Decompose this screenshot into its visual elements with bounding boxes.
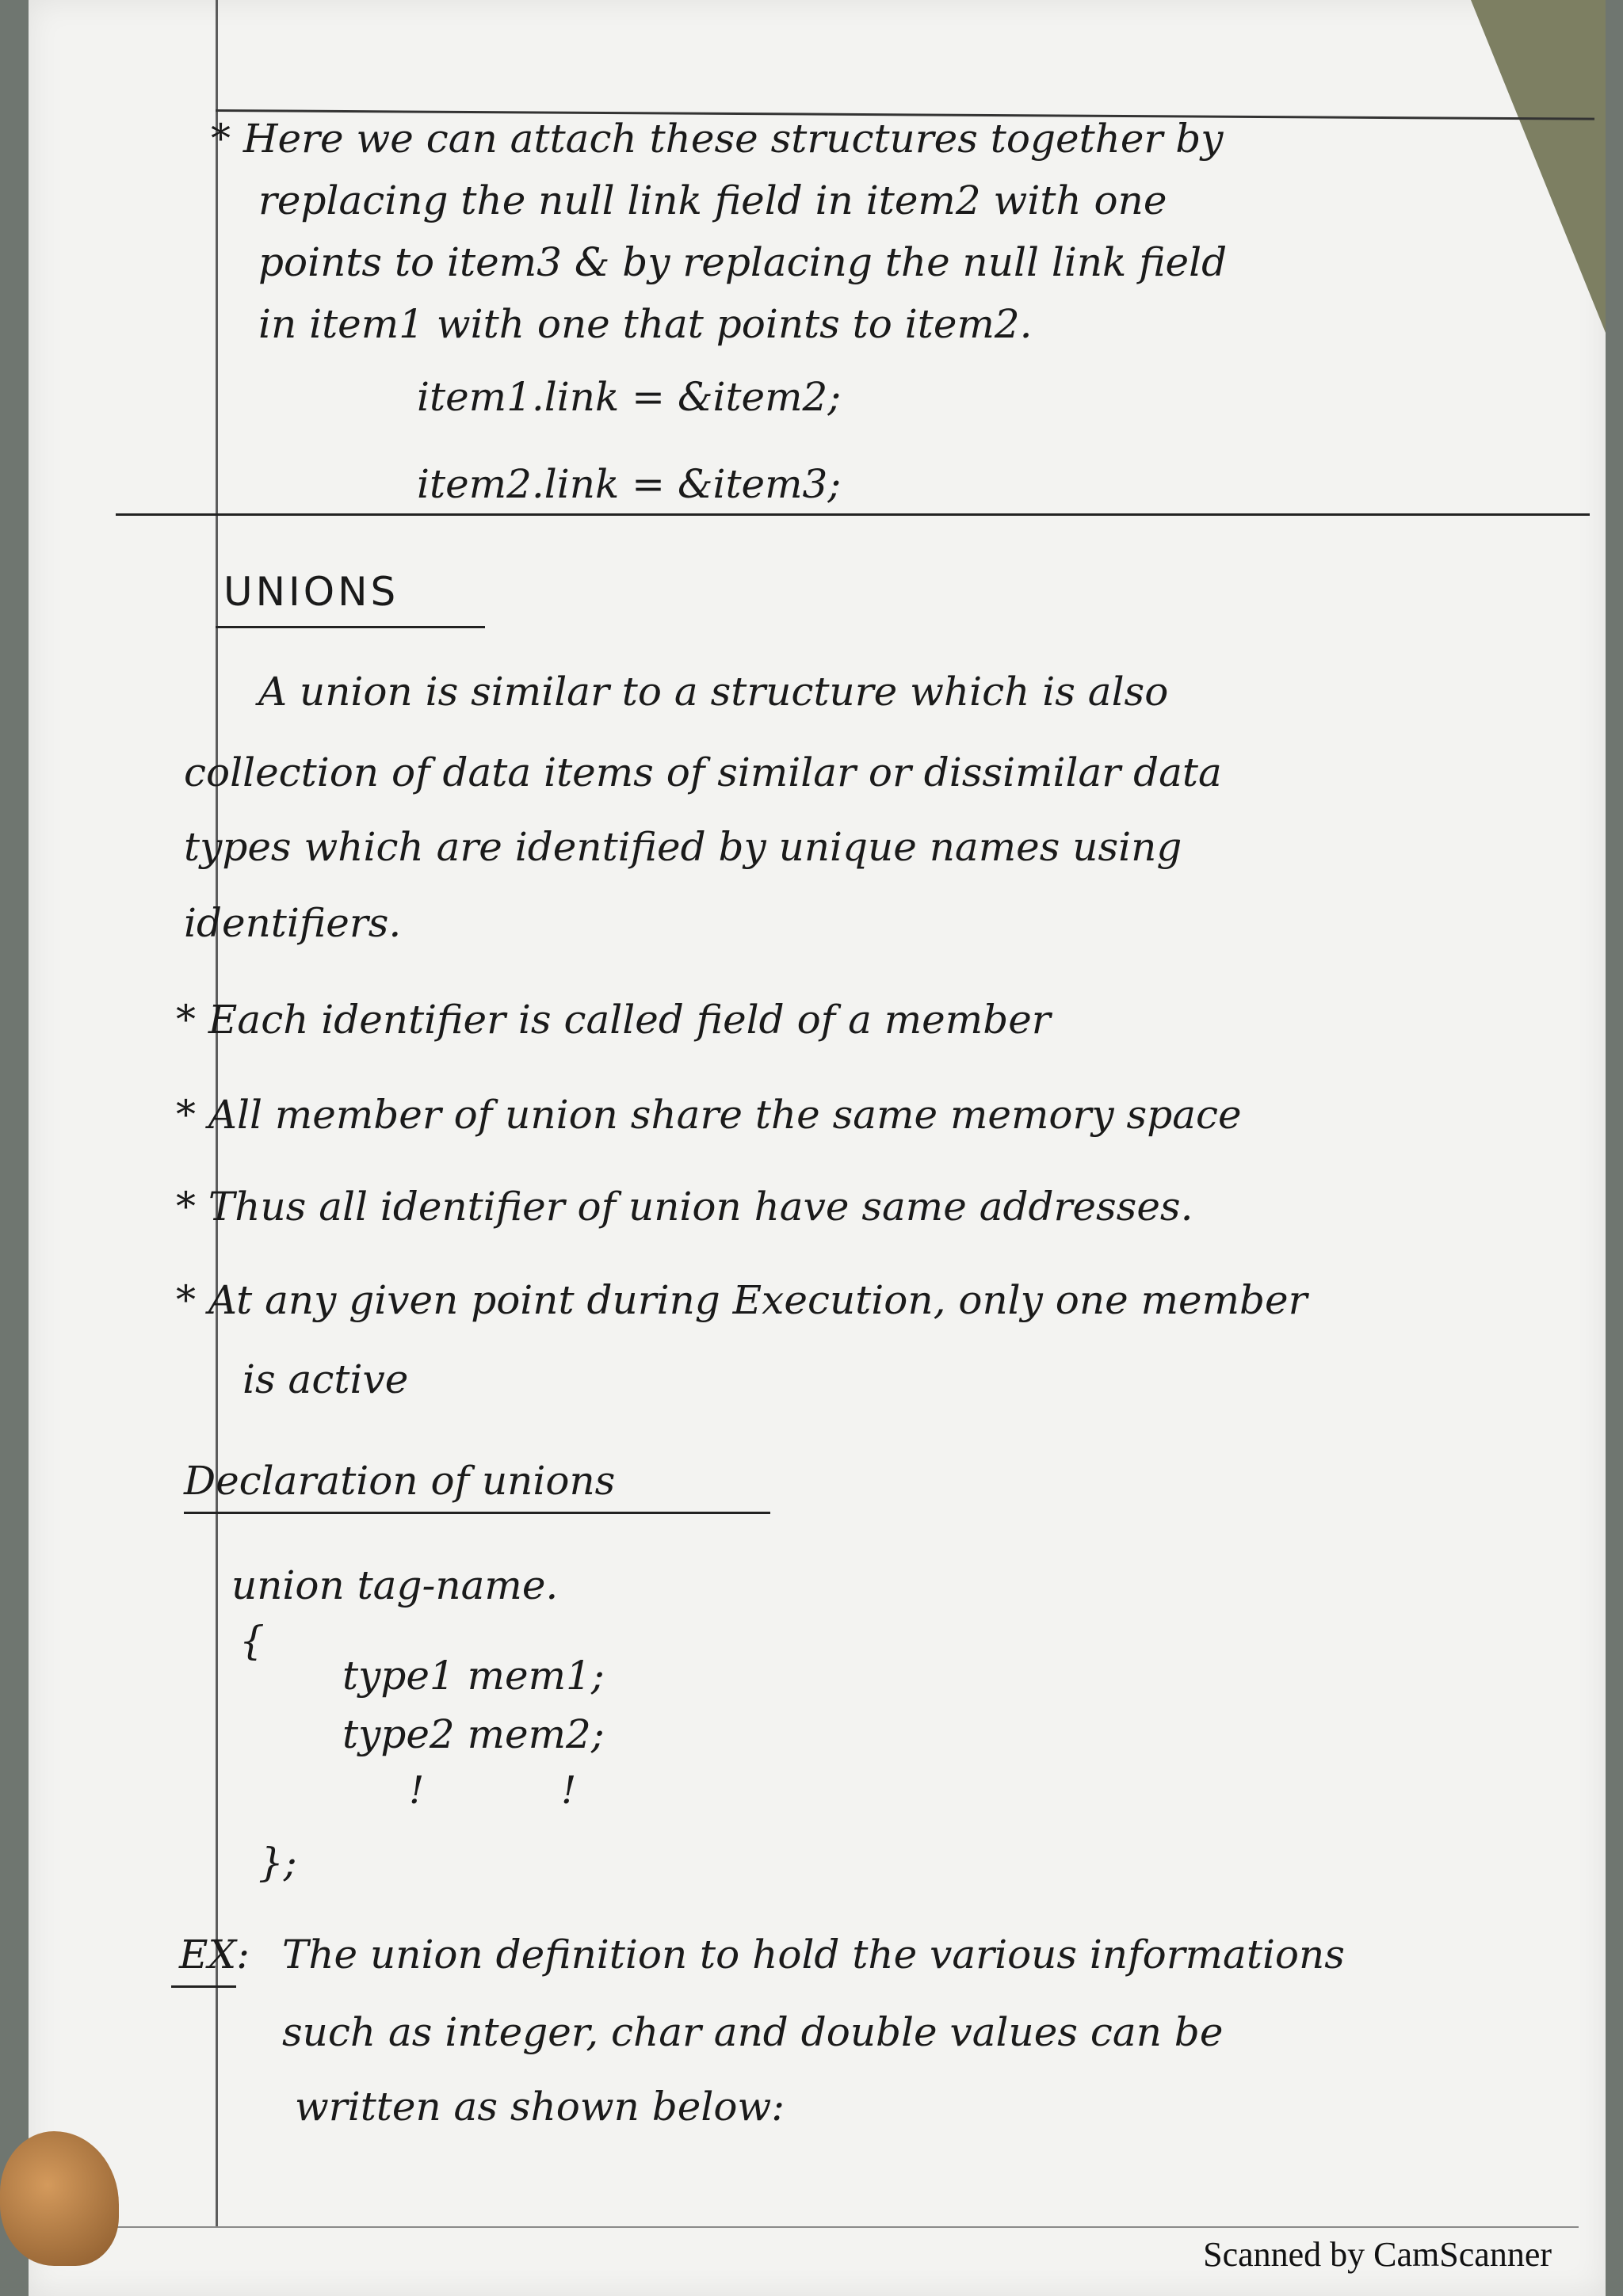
section-divider (116, 513, 1590, 516)
unions-point-2: * All member of union share the same memory space (176, 1092, 1242, 1138)
example-line-3: written as shown below: (295, 2084, 785, 2130)
example-line-1: The union definition to hold the various informations (282, 1932, 1345, 1978)
declaration-code-1: union tag-name. (231, 1562, 559, 1608)
intro-line-3: points to item3 & by replacing the null link field (258, 239, 1228, 285)
unions-paragraph-2: collection of data items of similar or dissimilar data (184, 749, 1222, 795)
page-curl (1471, 0, 1606, 333)
unions-paragraph-3: types which are identified by unique names using (184, 824, 1182, 870)
unions-point-4: * At any given point during Execution, only one member (176, 1277, 1308, 1323)
intro-code-1: item1.link = &item2; (417, 374, 842, 420)
example-line-2: such as integer, char and double values can be (282, 2009, 1224, 2055)
declaration-code-4: type2 mem2; (342, 1711, 605, 1757)
intro-line-4: in item1 with one that points to item2. (258, 301, 1033, 347)
intro-code-2: item2.link = &item3; (417, 461, 842, 507)
scanner-watermark: Scanned by CamScanner (1203, 2235, 1552, 2274)
declaration-code-3: type1 mem1; (342, 1653, 605, 1699)
declaration-heading-underline (184, 1512, 770, 1514)
declaration-code-5: ! (409, 1768, 425, 1813)
unions-point-4-continued: is active (242, 1356, 409, 1402)
unions-paragraph-1: A union is similar to a structure which is also (258, 669, 1169, 715)
notebook-page (29, 0, 1606, 2296)
unions-point-3: * Thus all identifier of union have same addresses. (176, 1184, 1193, 1230)
example-label-underline (171, 1985, 236, 1988)
intro-line-1: * Here we can attach these structures together by (211, 116, 1224, 162)
page-bottom-edge (57, 2226, 1579, 2228)
declaration-heading: Declaration of unions (184, 1458, 616, 1504)
unions-heading: UNIONS (223, 569, 399, 615)
declaration-code-7: }; (258, 1840, 297, 1886)
unions-point-1: * Each identifier is called field of a member (176, 997, 1051, 1043)
example-label: EX: (179, 1932, 250, 1978)
unions-heading-underline (216, 626, 485, 628)
intro-line-2: replacing the null link field in item2 with one (258, 177, 1167, 223)
declaration-code-2: { (239, 1618, 265, 1664)
declaration-code-6: ! (561, 1768, 577, 1813)
unions-paragraph-4: identifiers. (184, 900, 402, 946)
